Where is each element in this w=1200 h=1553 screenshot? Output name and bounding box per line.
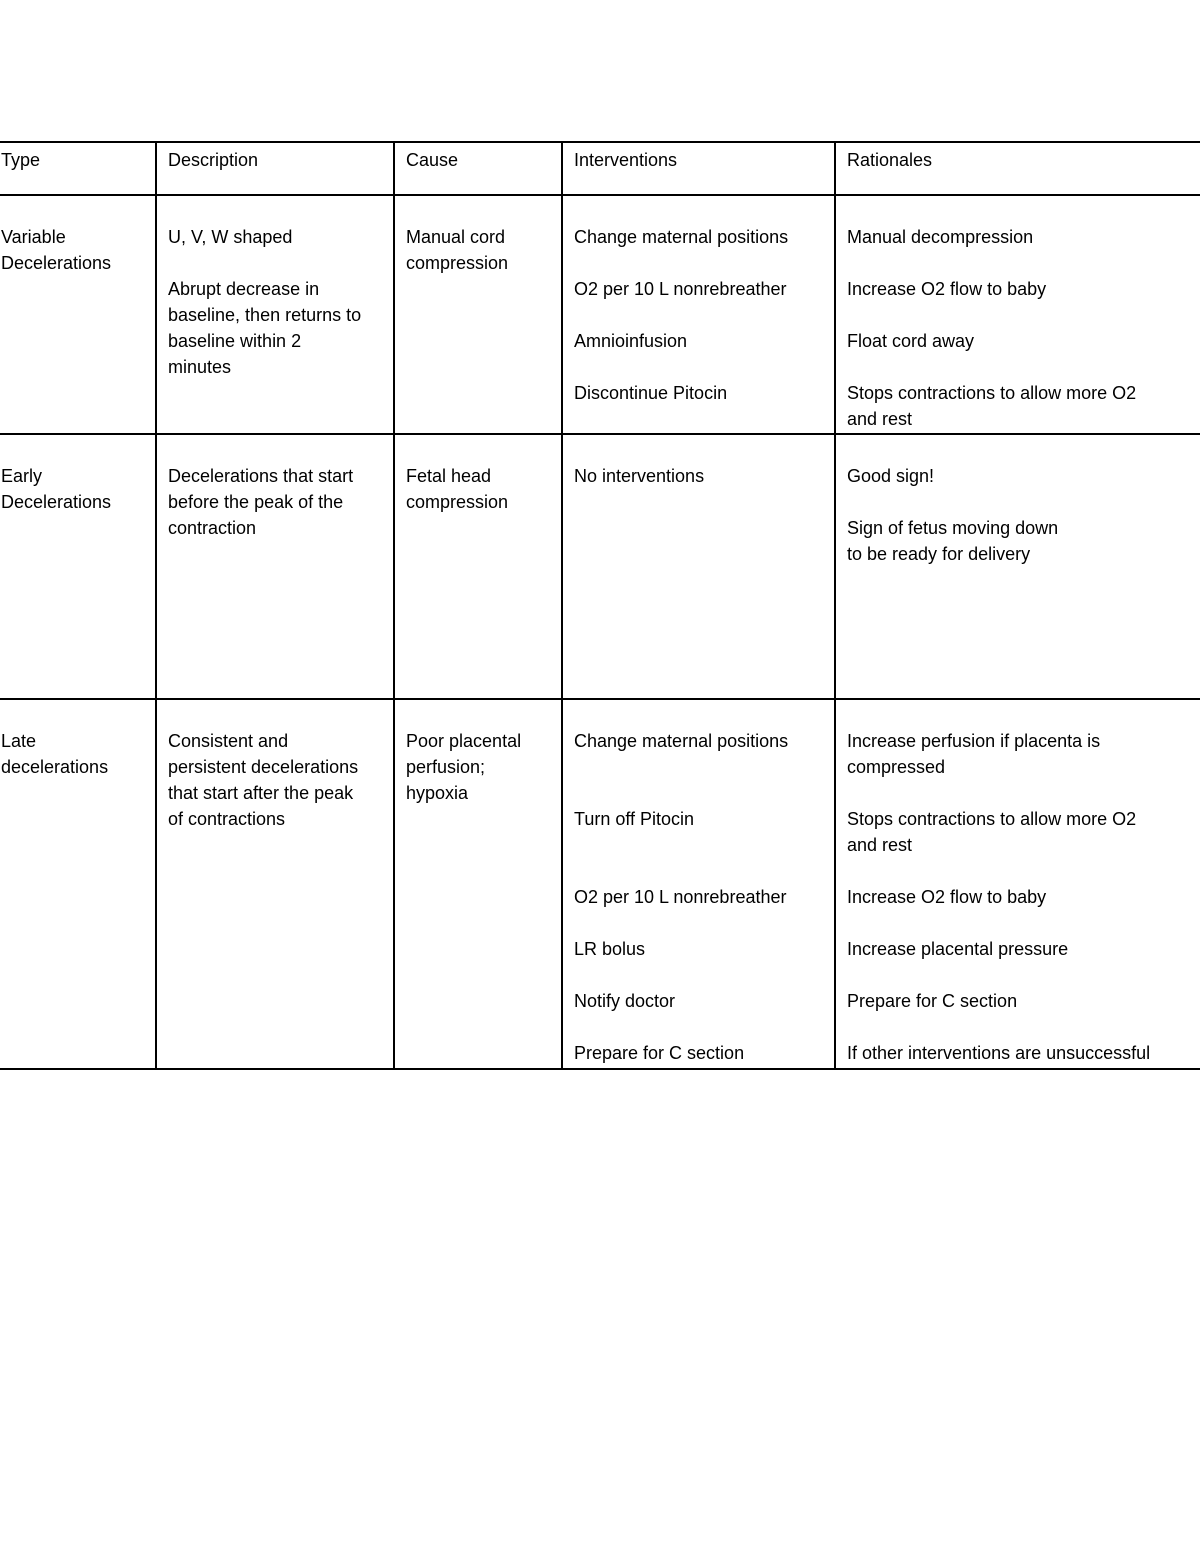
intervention-item: Notify doctor (574, 991, 676, 1011)
cell-cause (394, 699, 562, 1069)
description-line: minutes (168, 357, 232, 377)
table-row (0, 434, 1200, 699)
decelerations-table (0, 141, 1200, 1070)
rationale-item: Sign of fetus moving down (847, 518, 1059, 538)
header-description: Description (156, 142, 394, 195)
cause-line: perfusion; (406, 757, 486, 777)
description-line: Decelerations that start (168, 466, 354, 486)
cell-type (0, 434, 156, 699)
intervention-item: Change maternal positions (574, 731, 789, 751)
rationale-item: Stops contractions to allow more O2 (847, 809, 1137, 829)
header-interventions: Interventions (562, 142, 835, 195)
rationale-item: Float cord away (847, 331, 975, 351)
intervention-item: Amnioinfusion (574, 331, 688, 351)
cell-cause (394, 195, 562, 434)
description-line: U, V, W shaped (168, 227, 293, 247)
type-line: Late (1, 731, 37, 751)
description-line: persistent decelerations (168, 757, 359, 777)
type-line: Decelerations (1, 253, 112, 273)
cell-interventions (562, 434, 835, 699)
cause-line: compression (406, 253, 509, 273)
intervention-item: LR bolus (574, 939, 646, 959)
description-line: contraction (168, 518, 257, 538)
header-cause: Cause (394, 142, 562, 195)
type-line: Variable (1, 227, 66, 247)
intervention-item: Discontinue Pitocin (574, 383, 728, 403)
cause-line: Manual cord (406, 227, 506, 247)
intervention-item: Prepare for C section (574, 1043, 745, 1063)
cause-line: Poor placental (406, 731, 522, 751)
rationale-item: Manual decompression (847, 227, 1034, 247)
intervention-item: Turn off Pitocin (574, 809, 695, 829)
table-header-row (0, 142, 1200, 195)
rationale-item: Prepare for C section (847, 991, 1018, 1011)
cell-rationales (835, 434, 1200, 699)
cause-line: compression (406, 492, 509, 512)
description-line: Consistent and (168, 731, 289, 751)
description-line: baseline, then returns to (168, 305, 362, 325)
cause-line: hypoxia (406, 783, 469, 803)
cell-rationales (835, 699, 1200, 1069)
intervention-item: O2 per 10 L nonrebreather (574, 279, 787, 299)
cause-line: Fetal head (406, 466, 492, 486)
cell-description (156, 699, 394, 1069)
rationale-item: If other interventions are unsuccessful (847, 1043, 1151, 1063)
rationale-item: Increase O2 flow to baby (847, 279, 1047, 299)
cell-cause (394, 434, 562, 699)
header-type: Type (0, 142, 156, 195)
type-line: decelerations (1, 757, 109, 777)
rationale-item: Stops contractions to allow more O2 (847, 383, 1137, 403)
description-line: of contractions (168, 809, 286, 829)
cell-description (156, 434, 394, 699)
description-line: that start after the peak (168, 783, 354, 803)
cell-description (156, 195, 394, 434)
rationale-item: compressed (847, 757, 946, 777)
description-line: baseline within 2 (168, 331, 302, 351)
rationale-item: and rest (847, 835, 913, 855)
table-row (0, 195, 1200, 434)
description-line: before the peak of the (168, 492, 344, 512)
type-line: Decelerations (1, 492, 112, 512)
type-line: Early (1, 466, 43, 486)
rationale-item: Increase placental pressure (847, 939, 1069, 959)
cell-type (0, 699, 156, 1069)
cell-interventions (562, 699, 835, 1069)
rationale-item: Increase perfusion if placenta is (847, 731, 1101, 751)
rationale-item: to be ready for delivery (847, 544, 1031, 564)
cell-rationales (835, 195, 1200, 434)
table-row (0, 699, 1200, 1069)
intervention-item: O2 per 10 L nonrebreather (574, 887, 787, 907)
rationale-item: Increase O2 flow to baby (847, 887, 1047, 907)
header-rationales: Rationales (835, 142, 1200, 195)
intervention-item: Change maternal positions (574, 227, 789, 247)
cell-type (0, 195, 156, 434)
rationale-item: Good sign! (847, 466, 935, 486)
rationale-item: and rest (847, 409, 913, 429)
intervention-item: No interventions (574, 466, 705, 486)
description-line: Abrupt decrease in (168, 279, 320, 299)
cell-interventions (562, 195, 835, 434)
